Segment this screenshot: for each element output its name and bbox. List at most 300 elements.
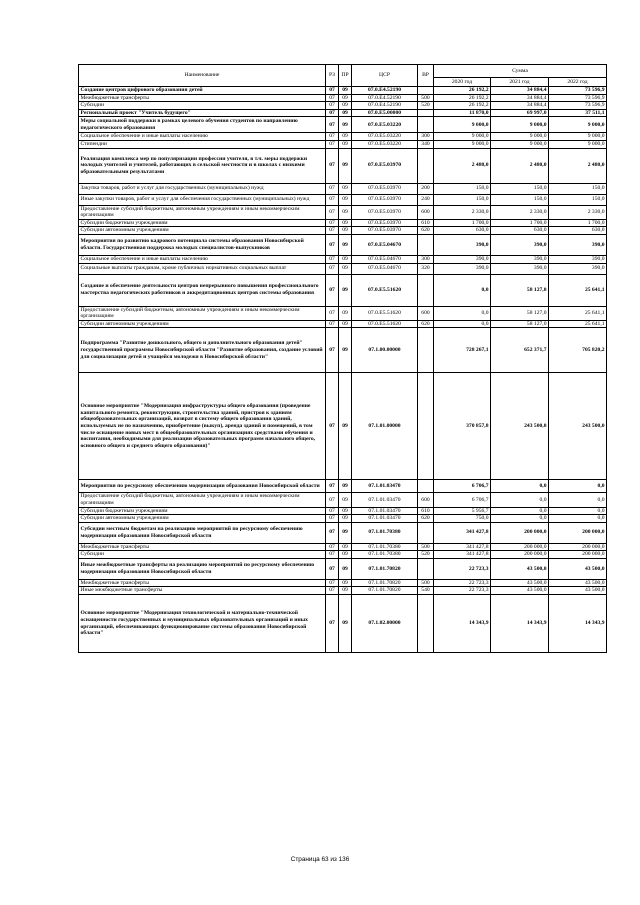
row-csr: 07.0.E5.04670 — [352, 263, 418, 274]
row-pr: 09 — [339, 183, 352, 194]
row-pr: 09 — [339, 551, 352, 559]
col-header-sum: Сумма — [434, 65, 607, 78]
row-value-2022: 25 641,1 — [549, 274, 607, 306]
row-value-2021: 0,0 — [491, 515, 549, 523]
row-pr: 09 — [339, 140, 352, 148]
table-row — [79, 234, 607, 255]
row-rz: 07 — [326, 373, 339, 480]
row-value-2020: 390,0 — [434, 234, 491, 255]
row-value-2020: 341 427,8 — [434, 551, 491, 559]
row-value-2020: 0,0 — [434, 274, 491, 306]
row-vr: 500 — [418, 94, 434, 102]
row-name: Меры социальной поддержки в рамках целевого обучения студентов по направлению педагогического образования — [79, 117, 326, 133]
row-vr: 300 — [418, 255, 434, 263]
row-vr: 300 — [418, 133, 434, 141]
row-vr: 500 — [418, 579, 434, 587]
row-pr: 09 — [339, 148, 352, 183]
row-csr: 07.0.E5.03220 — [352, 133, 418, 141]
row-value-2020: 630,0 — [434, 227, 491, 235]
row-name: Закупка товаров, работ и услуг для государственных (муниципальных) нужд — [79, 183, 326, 194]
row-value-2022: 73 596,9 — [549, 94, 607, 102]
row-pr: 09 — [339, 109, 352, 117]
row-pr: 09 — [339, 543, 352, 551]
row-value-2021: 58 127,0 — [491, 274, 549, 306]
row-name: Субсидии бюджетным учреждениям — [79, 507, 326, 515]
row-csr: 07.0.E5.03220 — [352, 140, 418, 148]
row-name: Предоставление субсидий бюджетным, автономным учреждениям и иным некоммерческим организациям — [79, 306, 326, 320]
row-value-2020: 9 000,0 — [434, 133, 491, 141]
table-row — [79, 263, 607, 274]
row-value-2020: 22 723,3 — [434, 558, 491, 579]
row-csr: 07.0.E5.00000 — [352, 109, 418, 117]
row-vr — [418, 87, 434, 95]
table-row — [79, 493, 607, 507]
row-value-2020: 728 267,1 — [434, 328, 491, 373]
row-value-2020: 26 192,2 — [434, 102, 491, 110]
row-vr: 240 — [418, 194, 434, 205]
row-rz: 07 — [326, 328, 339, 373]
row-value-2020: 22 723,3 — [434, 579, 491, 587]
row-vr: 520 — [418, 551, 434, 559]
row-csr: 07.1.01.70820 — [352, 579, 418, 587]
table-row — [79, 102, 607, 110]
row-name: Мероприятия по развитию кадрового потенциала системы образования Новосибирской области. Государственная поддержка молодых специалистов-выпускников — [79, 234, 326, 255]
row-rz: 07 — [326, 480, 339, 493]
row-name: Создание и обеспечение деятельности центров непрерывного повышения профессионального мастерства педагогических работников и аккредитационных центров системы образования — [79, 274, 326, 306]
row-vr: 620 — [418, 515, 434, 523]
table-row — [79, 522, 607, 543]
col-header-pr: ПР — [339, 65, 352, 87]
row-rz: 07 — [326, 117, 339, 133]
row-name: Субсидии автономным учреждениям — [79, 515, 326, 523]
row-value-2021: 200 000,0 — [491, 522, 549, 543]
row-vr — [418, 148, 434, 183]
row-pr: 09 — [339, 87, 352, 95]
row-rz: 07 — [326, 507, 339, 515]
row-csr: 07.0.E5.03970 — [352, 194, 418, 205]
row-name: Иные закупки товаров, работ и услуг для обеспечения государственных (муниципальных) нужд — [79, 194, 326, 205]
row-value-2020: 9 000,0 — [434, 140, 491, 148]
row-name: Реализация комплекса мер по популяризации профессии учителя, в т.ч. меры поддержки молодых учителей и учителей, работающих в сельской местности и в школах с низкими образовательными результатами — [79, 148, 326, 183]
col-header-2020: 2020 год — [434, 78, 491, 87]
row-vr — [418, 328, 434, 373]
budget-table-sheet — [78, 64, 606, 653]
row-value-2020: 341 427,8 — [434, 543, 491, 551]
row-value-2020: 11 870,0 — [434, 109, 491, 117]
row-vr — [418, 109, 434, 117]
row-csr: 07.1.01.70380 — [352, 522, 418, 543]
row-name: Субсидии бюджетным учреждениям — [79, 219, 326, 227]
table-row — [79, 227, 607, 235]
table-row — [79, 133, 607, 141]
row-pr: 09 — [339, 102, 352, 110]
col-header-vr: ВР — [418, 65, 434, 87]
row-name: Межбюджетные трансферты — [79, 94, 326, 102]
row-value-2022: 43 500,0 — [549, 579, 607, 587]
row-value-2021: 9 000,0 — [491, 117, 549, 133]
row-value-2021: 43 500,0 — [491, 587, 549, 595]
table-row — [79, 109, 607, 117]
row-value-2021: 0,0 — [491, 493, 549, 507]
row-value-2022: 73 596,9 — [549, 102, 607, 110]
row-name: Основное мероприятие "Модернизация технологической и материально-технической оснащенности государственных и муниципальных образовательных организаций и иных организаций, обеспечивающих функционирование системы образования Новосибирской области" — [79, 595, 326, 653]
table-row — [79, 306, 607, 320]
row-value-2021: 9 000,0 — [491, 133, 549, 141]
table-row — [79, 543, 607, 551]
row-value-2020: 22 723,3 — [434, 587, 491, 595]
row-name: Мероприятия по ресурсному обеспечению модернизации образования Новосибирской области — [79, 480, 326, 493]
row-csr: 07.0.E5.04670 — [352, 255, 418, 263]
row-pr: 09 — [339, 579, 352, 587]
row-pr: 09 — [339, 507, 352, 515]
row-value-2022: 2 480,0 — [549, 148, 607, 183]
row-value-2020: 390,0 — [434, 255, 491, 263]
row-value-2020: 26 192,2 — [434, 94, 491, 102]
row-vr: 600 — [418, 205, 434, 219]
row-csr: 07.0.E5.03220 — [352, 117, 418, 133]
row-pr: 09 — [339, 493, 352, 507]
row-value-2020: 390,0 — [434, 263, 491, 274]
table-row — [79, 328, 607, 373]
row-pr: 09 — [339, 133, 352, 141]
row-value-2021: 652 371,7 — [491, 328, 549, 373]
row-name: Региональный проект "Учитель будущего" — [79, 109, 326, 117]
row-vr — [418, 522, 434, 543]
row-csr: 07.0.E5.03970 — [352, 219, 418, 227]
row-value-2022: 200 000,0 — [549, 551, 607, 559]
row-name: Стипендии — [79, 140, 326, 148]
row-value-2020: 2 330,0 — [434, 205, 491, 219]
row-pr: 09 — [339, 480, 352, 493]
row-value-2022: 390,0 — [549, 234, 607, 255]
row-value-2022: 390,0 — [549, 263, 607, 274]
row-name: Подпрограмма "Развитие дошкольного, общего и дополнительного образования детей" государственной программы Новосибирской области "Развитие образования, создание условий для социализации детей и учащейся молодежи в Новосибирской области" — [79, 328, 326, 373]
row-value-2022: 25 641,1 — [549, 306, 607, 320]
row-csr: 07.0.E4.52190 — [352, 87, 418, 95]
row-value-2020: 750,0 — [434, 515, 491, 523]
row-csr: 07.1.01.70380 — [352, 543, 418, 551]
row-rz: 07 — [326, 551, 339, 559]
row-value-2022: 0,0 — [549, 507, 607, 515]
row-value-2022: 243 500,0 — [549, 373, 607, 480]
row-value-2020: 150,0 — [434, 183, 491, 194]
row-value-2021: 14 343,9 — [491, 595, 549, 653]
row-vr: 500 — [418, 543, 434, 551]
row-value-2020: 14 343,9 — [434, 595, 491, 653]
row-pr: 09 — [339, 234, 352, 255]
row-rz: 07 — [326, 205, 339, 219]
row-pr: 09 — [339, 255, 352, 263]
row-rz: 07 — [326, 263, 339, 274]
row-value-2022: 630,0 — [549, 227, 607, 235]
row-value-2021: 2 480,0 — [491, 148, 549, 183]
row-pr: 09 — [339, 227, 352, 235]
table-row — [79, 219, 607, 227]
row-value-2021: 200 000,0 — [491, 543, 549, 551]
row-value-2022: 43 500,0 — [549, 587, 607, 595]
row-rz: 07 — [326, 133, 339, 141]
table-row — [79, 480, 607, 493]
row-name: Субсидии автономным учреждениям — [79, 227, 326, 235]
row-csr: 07.1.01.70380 — [352, 551, 418, 559]
row-value-2021: 9 000,0 — [491, 140, 549, 148]
row-csr: 07.0.E4.52190 — [352, 94, 418, 102]
row-value-2021: 69 997,0 — [491, 109, 549, 117]
table-row — [79, 274, 607, 306]
row-name: Иные межбюджетные трансферты — [79, 587, 326, 595]
row-pr: 09 — [339, 306, 352, 320]
row-name: Предоставление субсидий бюджетным, автономным учреждениям и иным некоммерческим организациям — [79, 493, 326, 507]
row-csr: 07.1.01.03470 — [352, 515, 418, 523]
row-rz: 07 — [326, 558, 339, 579]
row-vr: 610 — [418, 219, 434, 227]
row-name: Субсидии — [79, 102, 326, 110]
row-value-2020: 2 480,0 — [434, 148, 491, 183]
row-vr: 620 — [418, 320, 434, 328]
table-row — [79, 148, 607, 183]
row-vr — [418, 117, 434, 133]
row-value-2022: 9 000,0 — [549, 140, 607, 148]
row-value-2022: 25 641,1 — [549, 320, 607, 328]
row-rz: 07 — [326, 148, 339, 183]
row-rz: 07 — [326, 94, 339, 102]
table-row — [79, 140, 607, 148]
row-csr: 07.0.E4.52190 — [352, 102, 418, 110]
row-value-2021: 34 884,4 — [491, 102, 549, 110]
table-body — [79, 87, 607, 653]
row-csr: 07.0.E5.03970 — [352, 227, 418, 235]
row-pr: 09 — [339, 373, 352, 480]
table-row — [79, 558, 607, 579]
row-value-2020: 26 192,2 — [434, 87, 491, 95]
col-header-rz: РЗ — [326, 65, 339, 87]
row-rz: 07 — [326, 543, 339, 551]
row-rz: 07 — [326, 227, 339, 235]
row-csr: 07.1.01.03470 — [352, 493, 418, 507]
row-rz: 07 — [326, 183, 339, 194]
row-pr: 09 — [339, 595, 352, 653]
row-vr: 600 — [418, 493, 434, 507]
row-pr: 09 — [339, 205, 352, 219]
row-rz: 07 — [326, 320, 339, 328]
row-value-2021: 0,0 — [491, 480, 549, 493]
page-number: Страница 63 из 136 — [290, 856, 350, 863]
row-vr — [418, 274, 434, 306]
row-name: Субсидии автономным учреждениям — [79, 320, 326, 328]
row-value-2021: 0,0 — [491, 507, 549, 515]
row-value-2020: 150,0 — [434, 194, 491, 205]
row-value-2022: 1 700,0 — [549, 219, 607, 227]
row-name: Субсидии местным бюджетам на реализацию мероприятий по ресурсному обеспечению модернизации образования Новосибирской области — [79, 522, 326, 543]
row-rz: 07 — [326, 194, 339, 205]
row-value-2021: 58 127,0 — [491, 306, 549, 320]
row-value-2021: 2 330,0 — [491, 205, 549, 219]
table-row — [79, 87, 607, 95]
row-value-2021: 1 700,0 — [491, 219, 549, 227]
row-pr: 09 — [339, 558, 352, 579]
row-csr: 07.1.01.70820 — [352, 587, 418, 595]
table-row — [79, 94, 607, 102]
budget-table — [78, 64, 607, 653]
row-value-2022: 150,0 — [549, 194, 607, 205]
row-csr: 07.0.E5.03970 — [352, 148, 418, 183]
row-rz: 07 — [326, 595, 339, 653]
row-value-2022: 14 343,9 — [549, 595, 607, 653]
row-name: Предоставление субсидий бюджетным, автономным учреждениям и иным некоммерческим организациям — [79, 205, 326, 219]
col-header-2022: 2022 год — [549, 78, 607, 87]
row-name: Основное мероприятие "Модернизация инфраструктуры общего образования (проведение капитального ремонта, реконструкции, строительства зданий, пристроя к зданиям общеобразовательных организаций, возврат в систему общего образования зданий, используемых не по назначению, приобретение (выкуп), аренда зданий и помещений, в том числе оснащение новых мест в общеобразовательных организациях средствами обучения и воспитания, необходимыми для реализации образовательных программ начального общего, основного общего и среднего общего образования)" — [79, 373, 326, 480]
row-value-2022: 390,0 — [549, 255, 607, 263]
row-value-2022: 0,0 — [549, 493, 607, 507]
row-vr — [418, 480, 434, 493]
col-header-2021: 2021 год — [491, 78, 549, 87]
col-header-name: Наименование — [79, 65, 326, 87]
row-pr: 09 — [339, 219, 352, 227]
col-header-csr: ЦСР — [352, 65, 418, 87]
row-value-2022: 9 000,0 — [549, 117, 607, 133]
row-vr: 520 — [418, 102, 434, 110]
row-rz: 07 — [326, 515, 339, 523]
row-pr: 09 — [339, 94, 352, 102]
row-rz: 07 — [326, 493, 339, 507]
row-name: Иные межбюджетные трансферты на реализацию мероприятий по ресурсному обеспечению модернизации образования Новосибирской области — [79, 558, 326, 579]
row-csr: 07.0.E5.51620 — [352, 320, 418, 328]
row-value-2020: 9 000,0 — [434, 117, 491, 133]
table-row — [79, 507, 607, 515]
row-value-2022: 705 820,2 — [549, 328, 607, 373]
row-value-2022: 9 000,0 — [549, 133, 607, 141]
row-value-2021: 58 127,0 — [491, 320, 549, 328]
row-value-2021: 243 500,0 — [491, 373, 549, 480]
row-vr — [418, 373, 434, 480]
row-csr: 07.1.01.03470 — [352, 507, 418, 515]
table-row — [79, 551, 607, 559]
row-pr: 09 — [339, 274, 352, 306]
row-rz: 07 — [326, 102, 339, 110]
row-csr: 07.1.01.03470 — [352, 480, 418, 493]
row-value-2022: 150,0 — [549, 183, 607, 194]
row-name: Социальное обеспечение и иные выплаты населению — [79, 133, 326, 141]
row-value-2020: 0,0 — [434, 306, 491, 320]
row-value-2022: 200 000,0 — [549, 543, 607, 551]
row-vr — [418, 234, 434, 255]
table-row — [79, 205, 607, 219]
table-row — [79, 595, 607, 653]
row-name: Социальное обеспечение и иные выплаты населению — [79, 255, 326, 263]
row-value-2022: 2 330,0 — [549, 205, 607, 219]
row-name: Межбюджетные трансферты — [79, 579, 326, 587]
table-row — [79, 579, 607, 587]
row-rz: 07 — [326, 255, 339, 263]
row-name: Субсидии — [79, 551, 326, 559]
row-csr: 07.1.01.70820 — [352, 558, 418, 579]
row-vr — [418, 595, 434, 653]
row-vr: 610 — [418, 507, 434, 515]
row-value-2021: 200 000,0 — [491, 551, 549, 559]
row-rz: 07 — [326, 234, 339, 255]
row-rz: 07 — [326, 109, 339, 117]
row-vr: 540 — [418, 587, 434, 595]
table-row — [79, 194, 607, 205]
table-row — [79, 320, 607, 328]
table-row — [79, 255, 607, 263]
row-value-2022: 200 000,0 — [549, 522, 607, 543]
row-pr: 09 — [339, 194, 352, 205]
row-value-2022: 73 596,9 — [549, 87, 607, 95]
row-vr: 340 — [418, 140, 434, 148]
row-pr: 09 — [339, 320, 352, 328]
row-name: Социальные выплаты гражданам, кроме публичных нормативных социальных выплат — [79, 263, 326, 274]
row-csr: 07.0.E5.03970 — [352, 183, 418, 194]
row-vr: 600 — [418, 306, 434, 320]
row-rz: 07 — [326, 579, 339, 587]
row-csr: 07.1.01.00000 — [352, 373, 418, 480]
row-pr: 09 — [339, 263, 352, 274]
row-csr: 07.0.E5.51620 — [352, 274, 418, 306]
row-csr: 07.1.00.00000 — [352, 328, 418, 373]
table-row — [79, 117, 607, 133]
row-pr: 09 — [339, 117, 352, 133]
table-row — [79, 183, 607, 194]
row-value-2020: 6 706,7 — [434, 480, 491, 493]
row-value-2020: 5 956,7 — [434, 507, 491, 515]
row-rz: 07 — [326, 587, 339, 595]
row-csr: 07.1.02.00000 — [352, 595, 418, 653]
row-rz: 07 — [326, 140, 339, 148]
row-csr: 07.0.E5.03970 — [352, 205, 418, 219]
row-value-2021: 150,0 — [491, 194, 549, 205]
row-vr: 200 — [418, 183, 434, 194]
row-value-2021: 34 884,4 — [491, 87, 549, 95]
row-vr: 620 — [418, 227, 434, 235]
row-rz: 07 — [326, 219, 339, 227]
row-value-2022: 0,0 — [549, 480, 607, 493]
row-value-2020: 6 706,7 — [434, 493, 491, 507]
row-value-2021: 150,0 — [491, 183, 549, 194]
row-value-2021: 630,0 — [491, 227, 549, 235]
row-value-2021: 390,0 — [491, 234, 549, 255]
row-value-2021: 43 500,0 — [491, 558, 549, 579]
row-pr: 09 — [339, 587, 352, 595]
row-pr: 09 — [339, 328, 352, 373]
table-row — [79, 587, 607, 595]
row-value-2021: 390,0 — [491, 263, 549, 274]
row-pr: 09 — [339, 522, 352, 543]
row-vr: 320 — [418, 263, 434, 274]
row-pr: 09 — [339, 515, 352, 523]
table-row — [79, 373, 607, 480]
row-name: Создание центров цифрового образования детей — [79, 87, 326, 95]
row-value-2020: 341 427,8 — [434, 522, 491, 543]
row-rz: 07 — [326, 306, 339, 320]
row-value-2021: 34 884,4 — [491, 94, 549, 102]
row-value-2020: 0,0 — [434, 320, 491, 328]
row-value-2022: 43 500,0 — [549, 558, 607, 579]
table-row — [79, 515, 607, 523]
row-name: Межбюджетные трансферты — [79, 543, 326, 551]
row-rz: 07 — [326, 274, 339, 306]
row-value-2020: 370 857,8 — [434, 373, 491, 480]
row-value-2020: 1 700,0 — [434, 219, 491, 227]
row-value-2021: 390,0 — [491, 255, 549, 263]
row-rz: 07 — [326, 522, 339, 543]
row-vr — [418, 558, 434, 579]
row-value-2022: 0,0 — [549, 515, 607, 523]
row-csr: 07.0.E5.51620 — [352, 306, 418, 320]
row-csr: 07.0.E5.04670 — [352, 234, 418, 255]
row-value-2021: 43 500,0 — [491, 579, 549, 587]
row-rz: 07 — [326, 87, 339, 95]
